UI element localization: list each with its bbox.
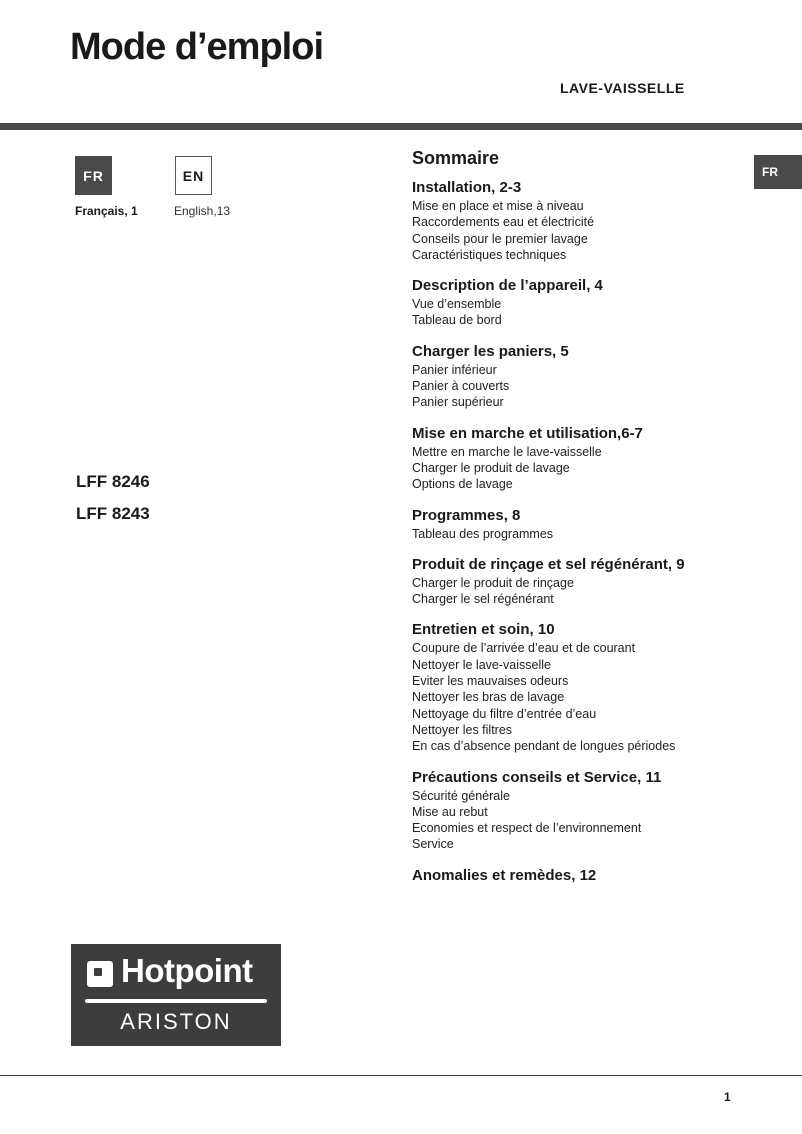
language-label-fr: Français, 1	[75, 204, 138, 218]
toc-item[interactable]: Panier à couverts	[412, 379, 510, 394]
page-number: 1	[724, 1090, 731, 1104]
toc-section	[412, 277, 742, 329]
toc-item[interactable]: Conseils pour le premier lavage	[412, 231, 588, 246]
toc-section-title[interactable]: Précautions conseils et Service, 11	[412, 768, 662, 786]
toc-item[interactable]: Mettre en marche le lave-vaisselle	[412, 444, 602, 459]
toc-item[interactable]: Economies et respect de l’environnement	[412, 821, 642, 836]
toc-item[interactable]: Vue d’ensemble	[412, 297, 502, 312]
toc-item[interactable]: Nettoyer le lave-vaisselle	[412, 657, 551, 672]
language-badge-fr[interactable]: FR	[75, 156, 112, 195]
toc-section-title[interactable]: Entretien et soin, 10	[412, 621, 555, 639]
toc-item[interactable]: Mise au rebut	[412, 804, 488, 819]
toc-section	[412, 556, 742, 608]
toc-section-title[interactable]: Installation, 2-3	[412, 179, 522, 196]
toc-item[interactable]: Nettoyage du filtre d’entrée d’eau	[412, 706, 597, 721]
toc-section-title[interactable]: Mise en marche et utilisation,6-7	[412, 424, 643, 442]
toc-item[interactable]: Charger le produit de rinçage	[412, 575, 574, 590]
toc-item[interactable]: Nettoyer les filtres	[412, 722, 513, 737]
document-title: Mode d’emploi	[70, 26, 323, 68]
toc-item[interactable]: Tableau des programmes	[412, 526, 554, 541]
product-type: LAVE-VAISSELLE	[560, 80, 685, 96]
toc-item[interactable]: En cas d’absence pendant de longues périodes	[412, 739, 676, 754]
logo-brand-name: Hotpoint	[121, 952, 253, 989]
toc-item[interactable]: Eviter les mauvaises odeurs	[412, 674, 569, 689]
toc-section	[412, 179, 742, 263]
toc-item[interactable]: Panier inférieur	[412, 362, 497, 377]
toc-item[interactable]: Options de lavage	[412, 477, 513, 492]
toc-section-title[interactable]: Charger les paniers, 5	[412, 342, 569, 360]
model-number: LFF 8246	[76, 472, 150, 491]
toc-section	[412, 621, 742, 754]
toc-section	[412, 343, 742, 411]
toc-item[interactable]: Tableau de bord	[412, 313, 502, 328]
header-divider	[0, 123, 802, 130]
toc-section	[412, 867, 742, 885]
toc-item[interactable]: Charger le produit de lavage	[412, 460, 570, 475]
toc-item[interactable]: Nettoyer les bras de lavage	[412, 690, 565, 705]
logo-square-icon	[87, 961, 113, 987]
language-label-en: English,13	[174, 204, 231, 218]
toc-section-title[interactable]: Programmes, 8	[412, 506, 521, 524]
brand-logo	[71, 944, 281, 1046]
toc-section	[412, 507, 742, 542]
toc-sections	[412, 179, 742, 885]
toc-heading: Sommaire	[412, 148, 500, 168]
toc-item[interactable]: Panier supérieur	[412, 395, 504, 410]
logo-divider	[85, 999, 267, 1003]
table-of-contents	[412, 148, 742, 899]
toc-section	[412, 769, 742, 853]
toc-section-title[interactable]: Anomalies et remèdes, 12	[412, 866, 597, 884]
toc-item[interactable]: Coupure de l’arrivée d’eau et de courant	[412, 641, 636, 656]
toc-item[interactable]: Caractéristiques techniques	[412, 247, 567, 262]
side-language-tab: FR	[754, 155, 802, 189]
footer-divider	[0, 1075, 802, 1076]
language-badge-en[interactable]: EN	[175, 156, 212, 195]
logo-subbrand: ARISTON	[120, 1009, 232, 1034]
toc-section-title[interactable]: Description de l’appareil, 4	[412, 277, 603, 295]
toc-section	[412, 425, 742, 493]
toc-section-title[interactable]: Produit de rinçage et sel régénérant, 9	[412, 555, 685, 573]
toc-item[interactable]: Mise en place et mise à niveau	[412, 199, 584, 213]
toc-item[interactable]: Raccordements eau et électricité	[412, 215, 595, 230]
toc-item[interactable]: Charger le sel régénérant	[412, 592, 554, 607]
toc-item[interactable]: Sécurité générale	[412, 788, 510, 803]
toc-item[interactable]: Service	[412, 837, 454, 852]
model-number: LFF 8243	[76, 504, 150, 523]
